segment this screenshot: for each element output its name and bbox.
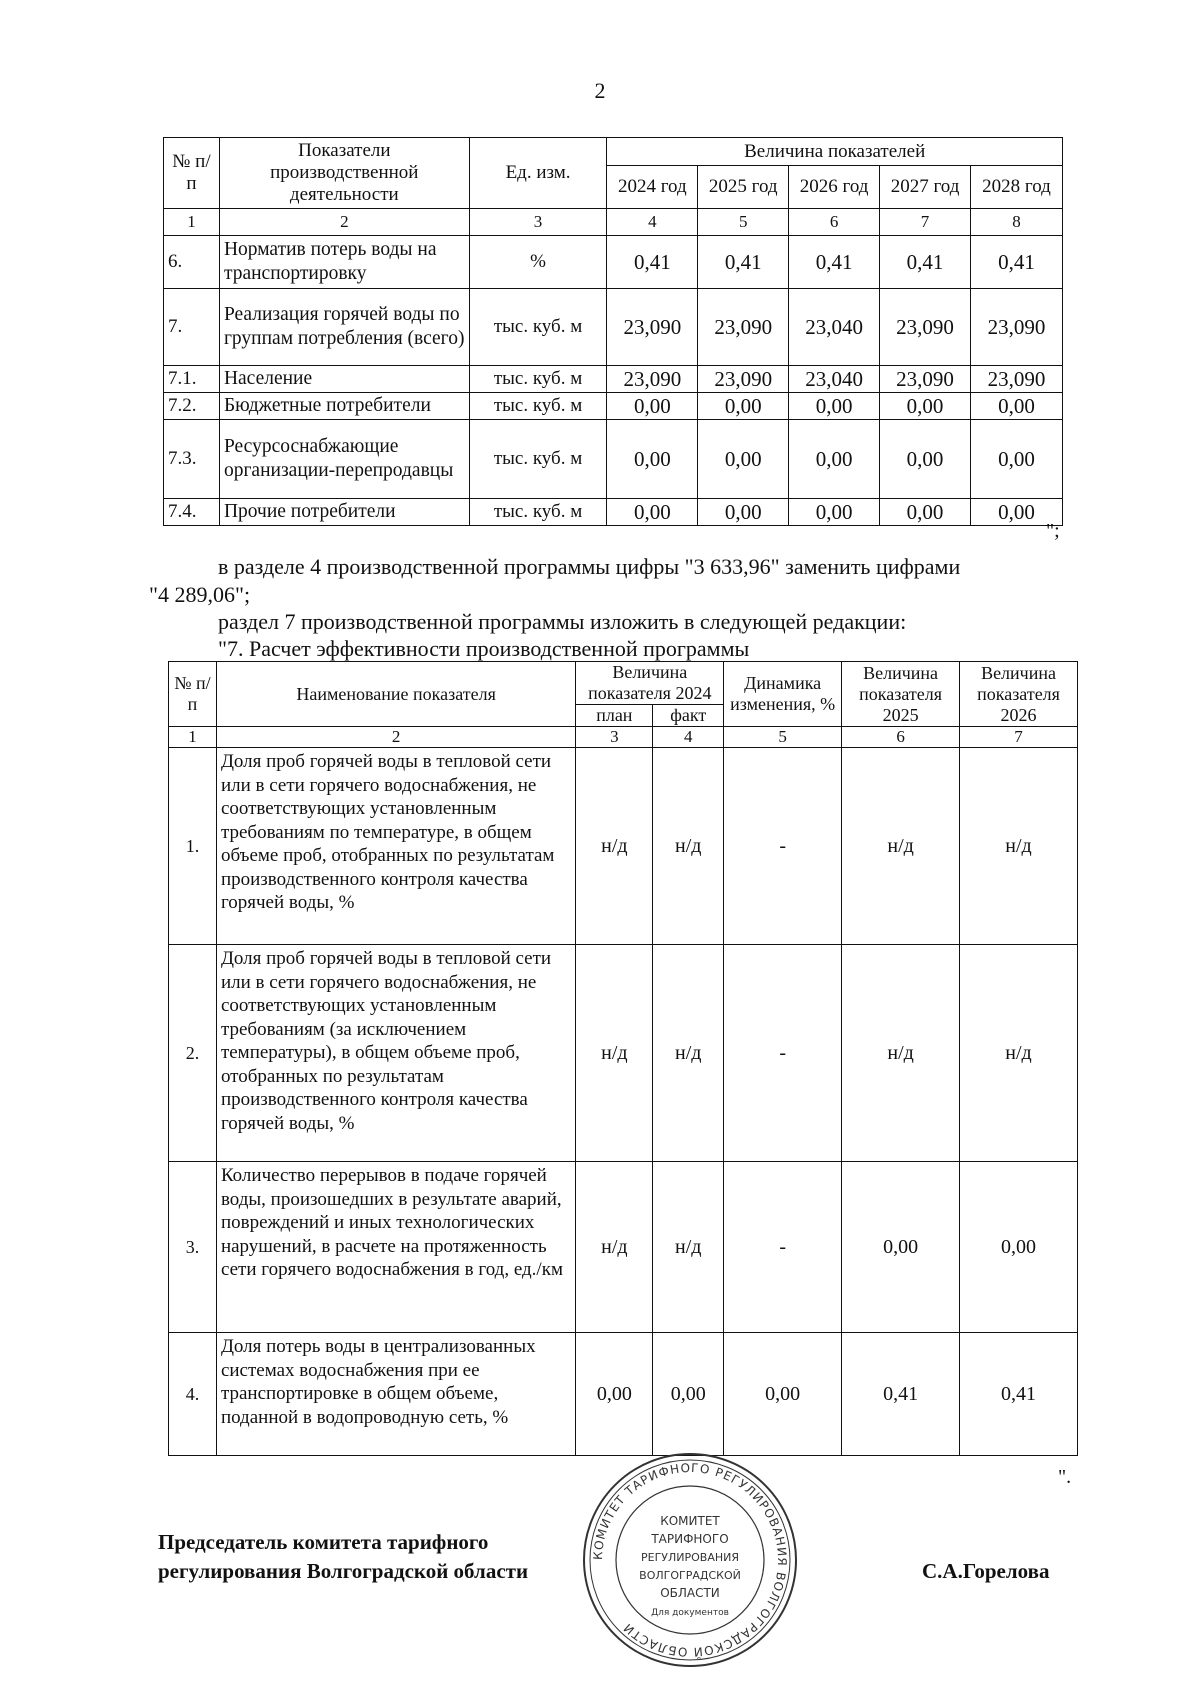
col-number: 2 (219, 209, 469, 236)
header-value-2026: Величина показателя 2026 (960, 662, 1078, 727)
row-name: Ресурсоснабжающие организации-перепродавцы (219, 420, 469, 499)
row-value: 0,00 (971, 420, 1063, 499)
col-number: 2 (216, 727, 575, 748)
row-value-2026: н/д (960, 748, 1078, 945)
col-number: 4 (607, 209, 698, 236)
row-value: 0,00 (698, 420, 789, 499)
header-year: 2027 год (880, 166, 971, 209)
row-value: 0,00 (698, 393, 789, 420)
stamp-ring-text: КОМИТЕТ ТАРИФНОГО РЕГУЛИРОВАНИЯ ВОЛГОГРАДСКОЙ ОБЛАСТИ (590, 1460, 790, 1660)
row-num: 4. (169, 1333, 217, 1456)
row-num: 1. (169, 748, 217, 945)
row-fact: 0,00 (653, 1333, 724, 1456)
stamp-line: КОМИТЕТ (660, 1514, 720, 1528)
row-dynamics: - (724, 748, 842, 945)
row-name: Норматив потерь воды на транспортировку (219, 236, 469, 289)
row-num: 7. (164, 289, 220, 366)
header-year: 2024 год (607, 166, 698, 209)
table-row (164, 236, 1063, 289)
header-indicator: Показатели производственной деятельности (219, 138, 469, 209)
row-value-2026: 0,41 (960, 1333, 1078, 1456)
row-value: 0,00 (789, 499, 880, 526)
table1-closing-mark: "; (1046, 520, 1060, 542)
row-name: Прочие потребители (219, 499, 469, 526)
row-value: 23,090 (698, 366, 789, 393)
row-value: 0,00 (607, 499, 698, 526)
table-row (164, 420, 1063, 499)
row-value: 0,00 (607, 393, 698, 420)
stamp-line: ТАРИФНОГО (651, 1532, 729, 1546)
row-unit: тыс. куб. м (469, 289, 607, 366)
header-year: 2028 год (971, 166, 1063, 209)
signature-title-line-1: Председатель комитета тарифного (158, 1530, 489, 1554)
row-value: 0,00 (789, 393, 880, 420)
col-number: 1 (169, 727, 217, 748)
col-number: 7 (880, 209, 971, 236)
row-value-2026: 0,00 (960, 1162, 1078, 1333)
header-plan: план (576, 705, 653, 727)
row-plan: 0,00 (576, 1333, 653, 1456)
row-num: 7.3. (164, 420, 220, 499)
paragraph-1-line-2: "4 289,06"; (149, 582, 251, 607)
table-row (169, 945, 1078, 1162)
col-number: 8 (971, 209, 1063, 236)
row-value: 23,040 (789, 289, 880, 366)
stamp-line: ОБЛАСТИ (660, 1586, 720, 1600)
official-seal-stamp (580, 1450, 800, 1670)
row-num: 6. (164, 236, 220, 289)
row-unit: тыс. куб. м (469, 420, 607, 499)
efficiency-table (168, 661, 1078, 1456)
row-value: 0,41 (789, 236, 880, 289)
table-row (169, 748, 1078, 945)
header-num: № п/п (169, 662, 217, 727)
table-row (164, 289, 1063, 366)
col-number: 3 (469, 209, 607, 236)
row-value: 0,00 (880, 393, 971, 420)
header-fact: факт (653, 705, 724, 727)
row-value: 23,090 (698, 289, 789, 366)
row-unit: тыс. куб. м (469, 499, 607, 526)
header-value-2024: Величина показателя 2024 (576, 662, 724, 705)
header-unit: Ед. изм. (469, 138, 607, 209)
row-dynamics: - (724, 945, 842, 1162)
stamp-line: РЕГУЛИРОВАНИЯ (640, 1551, 740, 1564)
production-indicators-table (163, 137, 1063, 526)
header-group: Величина показателей (607, 138, 1063, 166)
stamp-line: Для документов (651, 1608, 729, 1618)
row-num: 3. (169, 1162, 217, 1333)
row-name: Доля проб горячей воды в тепловой сети или в сети горячего водоснабжения, не соответствующих установленным требованиям по температуре, в общем объеме проб, отобранных по результатам производственного контроля качества горячей воды, % (216, 748, 575, 945)
table-row (169, 1162, 1078, 1333)
row-value: 0,00 (698, 499, 789, 526)
header-year: 2026 год (789, 166, 880, 209)
row-value-2025: н/д (842, 945, 960, 1162)
row-name: Бюджетные потребители (219, 393, 469, 420)
row-value: 23,090 (880, 289, 971, 366)
row-value-2026: н/д (960, 945, 1078, 1162)
table2-closing-mark: ". (1058, 1466, 1072, 1488)
col-number: 4 (653, 727, 724, 748)
row-fact: н/д (653, 748, 724, 945)
row-name: Доля проб горячей воды в тепловой сети или в сети горячего водоснабжения, не соответствующих установленным требованиям (за исключением температуры), в общем объеме проб, отобранных по результатам производственного контроля качества горячей воды, % (216, 945, 575, 1162)
row-num: 7.1. (164, 366, 220, 393)
col-number: 5 (698, 209, 789, 236)
row-value: 0,00 (880, 420, 971, 499)
page-number: 2 (594, 78, 606, 103)
row-value: 23,040 (789, 366, 880, 393)
row-unit: % (469, 236, 607, 289)
stamp-line: ВОЛГОГРАДСКОЙ (639, 1569, 741, 1582)
row-value: 0,00 (880, 499, 971, 526)
row-name: Доля потерь воды в централизованных системах водоснабжения при ее транспортировке в общем объеме, поданной в водопроводную сеть, % (216, 1333, 575, 1456)
signature-name: С.А.Горелова (922, 1559, 1050, 1583)
row-value: 0,41 (607, 236, 698, 289)
header-year: 2025 год (698, 166, 789, 209)
table-row (164, 366, 1063, 393)
row-num: 2. (169, 945, 217, 1162)
row-value: 23,090 (607, 289, 698, 366)
table-row (169, 1333, 1078, 1456)
row-value-2025: 0,00 (842, 1162, 960, 1333)
col-number: 1 (164, 209, 220, 236)
row-name: Реализация горячей воды по группам потребления (всего) (219, 289, 469, 366)
row-unit: тыс. куб. м (469, 366, 607, 393)
row-plan: н/д (576, 945, 653, 1162)
row-value: 0,00 (789, 420, 880, 499)
row-fact: н/д (653, 945, 724, 1162)
table-row (164, 499, 1063, 526)
row-value: 0,41 (971, 236, 1063, 289)
row-num: 7.2. (164, 393, 220, 420)
row-value: 23,090 (971, 366, 1063, 393)
header-name: Наименование показателя (216, 662, 575, 727)
paragraph-1-line-1: в разделе 4 производственной программы цифры "3 633,96" заменить цифрами (218, 554, 961, 579)
row-name: Население (219, 366, 469, 393)
row-unit: тыс. куб. м (469, 393, 607, 420)
paragraph-2: раздел 7 производственной программы изложить в следующей редакции: (218, 609, 907, 634)
row-dynamics: 0,00 (724, 1333, 842, 1456)
row-value-2025: 0,41 (842, 1333, 960, 1456)
col-number: 6 (789, 209, 880, 236)
header-num: № п/п (164, 138, 220, 209)
row-plan: н/д (576, 1162, 653, 1333)
row-dynamics: - (724, 1162, 842, 1333)
header-value-2025: Величина показателя 2025 (842, 662, 960, 727)
header-dynamics: Динамика изменения, % (724, 662, 842, 727)
row-value: 0,41 (880, 236, 971, 289)
signature-title-line-2: регулирования Волгоградской области (158, 1559, 529, 1583)
col-number: 5 (724, 727, 842, 748)
paragraph-3-heading: "7. Расчет эффективности производственной программы (218, 636, 750, 661)
row-value: 0,00 (971, 499, 1063, 526)
col-number: 7 (960, 727, 1078, 748)
row-plan: н/д (576, 748, 653, 945)
row-value: 0,00 (971, 393, 1063, 420)
row-fact: н/д (653, 1162, 724, 1333)
col-number: 6 (842, 727, 960, 748)
col-number: 3 (576, 727, 653, 748)
row-value: 0,41 (698, 236, 789, 289)
row-num: 7.4. (164, 499, 220, 526)
row-value: 0,00 (607, 420, 698, 499)
table-row (164, 393, 1063, 420)
row-name: Количество перерывов в подаче горячей воды, произошедших в результате аварий, повреждений и иных технологических нарушений, в расчете на протяженность сети горячего водоснабжения в год, ед./км (216, 1162, 575, 1333)
row-value: 23,090 (607, 366, 698, 393)
row-value: 23,090 (971, 289, 1063, 366)
row-value: 23,090 (880, 366, 971, 393)
row-value-2025: н/д (842, 748, 960, 945)
